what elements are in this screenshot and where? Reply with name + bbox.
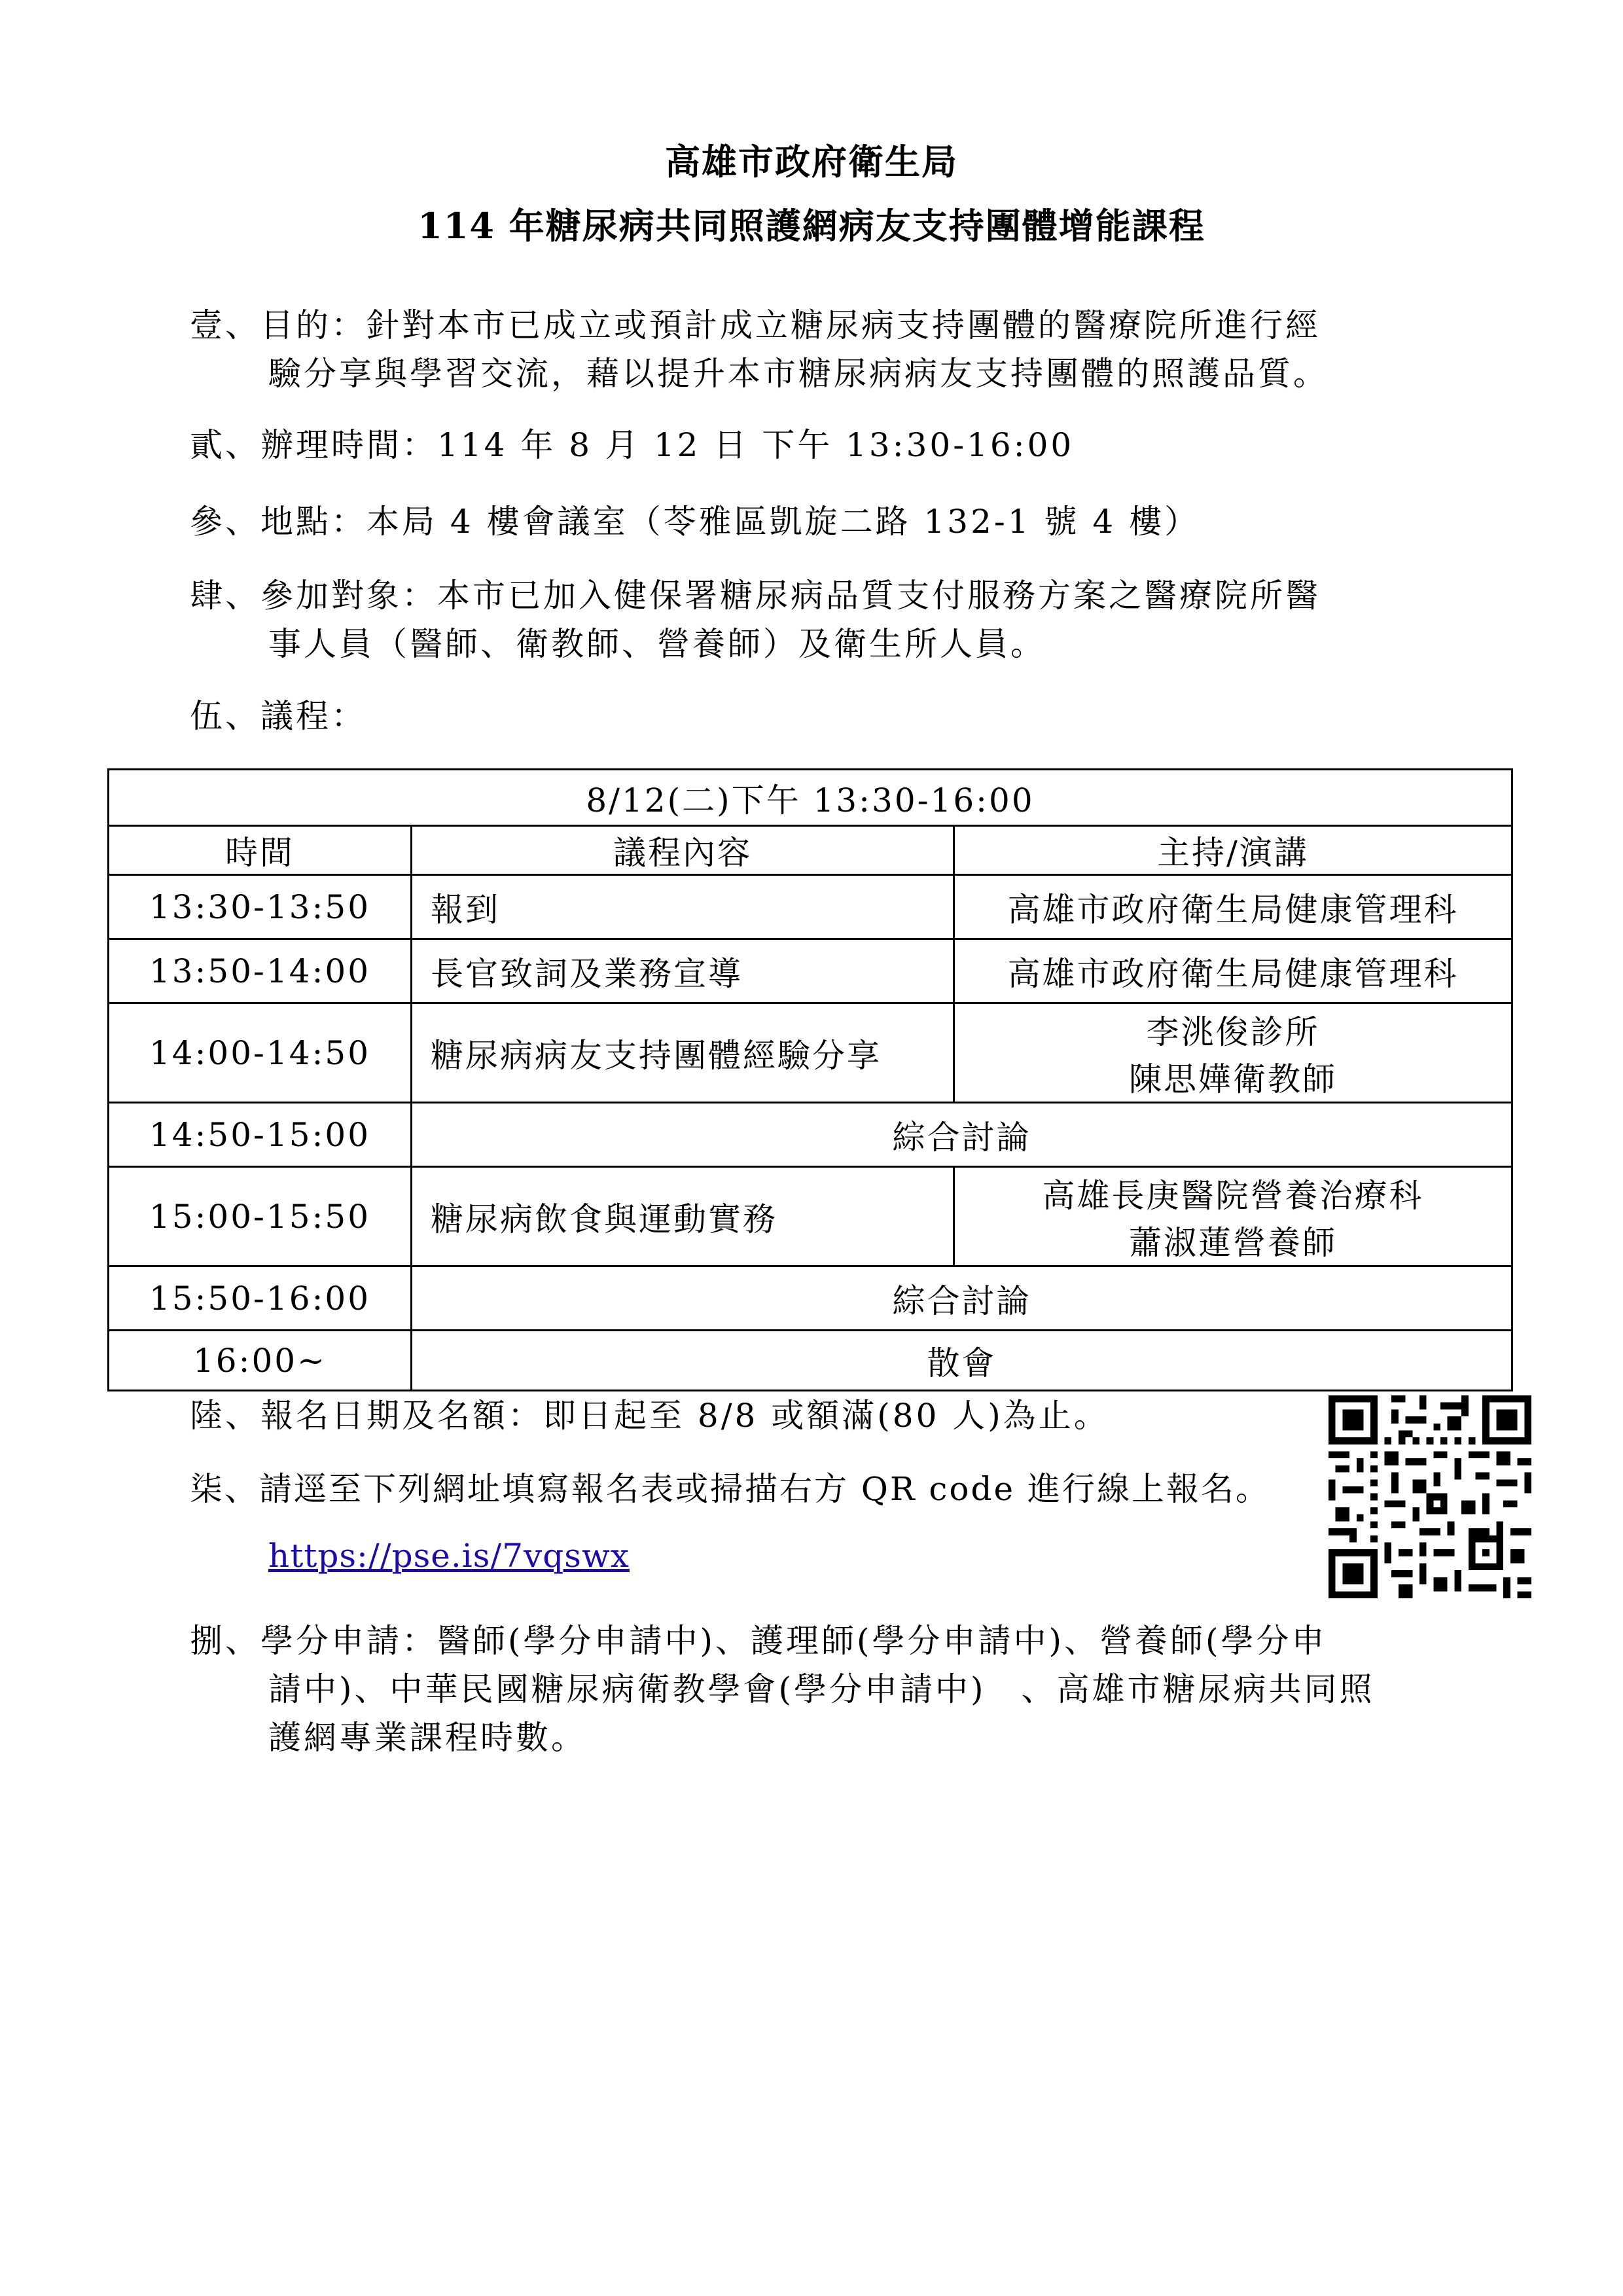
row-content: 糖尿病飲食與運動實務	[412, 1167, 954, 1266]
table-row	[109, 939, 1512, 1003]
row-time: 14:00-14:50	[109, 1003, 412, 1103]
registration-link[interactable]: https://pse.is/7vqswx	[268, 1537, 630, 1575]
col-host-header: 主持/演講	[954, 826, 1512, 875]
host-line1: 李洮俊診所	[1146, 1013, 1320, 1051]
section-credits	[190, 1617, 1433, 1762]
section-agenda-label: 伍、議程：	[190, 697, 366, 735]
col-time-header: 時間	[109, 826, 412, 875]
section-audience	[190, 571, 1433, 668]
credits-line1: 捌、學分申請：醫師(學分申請中)、護理師(學分申請中)、營養師(學分申	[190, 1622, 1327, 1660]
section-location: 參、地點：本局 4 樓會議室（苓雅區凱旋二路 132-1 號 4 樓）	[190, 503, 1200, 541]
qr-code-icon[interactable]	[1329, 1395, 1531, 1598]
row-content: 散會	[412, 1331, 1512, 1391]
table-row	[109, 1003, 1512, 1103]
row-time: 13:30-13:50	[109, 875, 412, 939]
section-registration-date: 陸、報名日期及名額：即日起至 8/8 或額滿(80 人)為止。	[190, 1397, 1109, 1435]
table-row	[109, 875, 1512, 939]
row-content: 報到	[412, 875, 954, 939]
row-time: 16:00~	[109, 1331, 412, 1391]
credits-line2: 請中)、中華民國糖尿病衛教學會(學分申請中) 、高雄市糖尿病共同照	[268, 1670, 1375, 1708]
org-title: 高雄市政府衛生局	[665, 141, 958, 183]
table-row	[109, 1167, 1512, 1266]
row-content: 糖尿病病友支持團體經驗分享	[412, 1003, 954, 1103]
audience-line2: 事人員（醫師、衛教師、營養師）及衛生所人員。	[268, 625, 1046, 663]
agenda-date-header: 8/12(二)下午 13:30-16:00	[109, 770, 1512, 826]
credits-line3: 護網專業課程時數。	[268, 1719, 586, 1757]
row-content: 長官致詞及業務宣導	[412, 939, 954, 1003]
agenda-table	[107, 768, 1513, 1391]
row-content: 綜合討論	[412, 1266, 1512, 1331]
row-time: 15:50-16:00	[109, 1266, 412, 1331]
host-line2: 陳思嬅衛教師	[1129, 1060, 1337, 1098]
row-content: 綜合討論	[412, 1103, 1512, 1167]
course-title: 114 年糖尿病共同照護網病友支持團體增能課程	[418, 205, 1205, 247]
table-row	[109, 1266, 1512, 1331]
row-time: 15:00-15:50	[109, 1167, 412, 1266]
col-content-header: 議程內容	[412, 826, 954, 875]
table-row	[109, 1331, 1512, 1391]
row-host: 高雄市政府衛生局健康管理科	[954, 939, 1512, 1003]
purpose-line2: 驗分享與學習交流，藉以提升本市糖尿病病友支持團體的照護品質。	[268, 355, 1329, 393]
host-line2: 蕭淑蓮營養師	[1129, 1223, 1337, 1262]
table-row	[109, 1103, 1512, 1167]
audience-line1: 肆、參加對象：本市已加入健保署糖尿病品質支付服務方案之醫療院所醫	[190, 577, 1321, 615]
host-line1: 高雄長庚醫院營養治療科	[1042, 1176, 1424, 1215]
section-time: 貳、辦理時間：114 年 8 月 12 日 下午 13:30-16:00	[190, 426, 1075, 464]
row-host	[954, 1167, 1512, 1266]
section-registration-method: 柒、請逕至下列網址填寫報名表或掃描右方 QR code 進行線上報名。	[190, 1470, 1271, 1508]
row-host	[954, 1003, 1512, 1103]
row-time: 13:50-14:00	[109, 939, 412, 1003]
purpose-label: 壹、目的：	[190, 306, 366, 344]
row-host: 高雄市政府衛生局健康管理科	[954, 875, 1512, 939]
row-time: 14:50-15:00	[109, 1103, 412, 1167]
section-purpose	[190, 301, 1433, 398]
purpose-line1: 針對本市已成立或預計成立糖尿病支持團體的醫療院所進行經	[366, 306, 1321, 344]
